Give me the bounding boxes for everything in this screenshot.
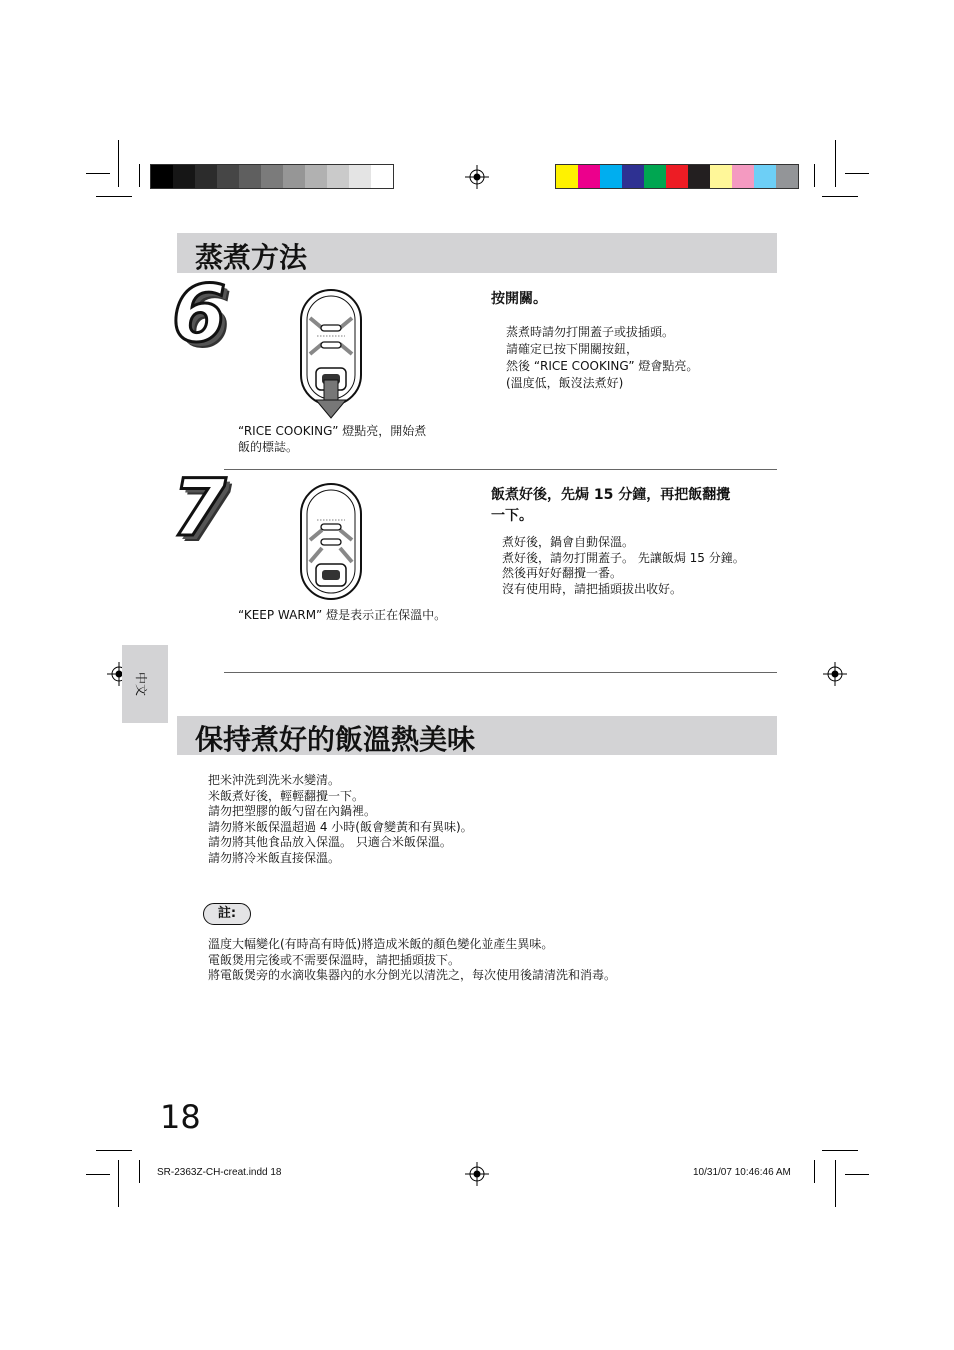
calibration-swatch <box>239 165 261 188</box>
caption-line: 飯的標誌。 <box>238 440 299 454</box>
crop-mark <box>96 1150 132 1151</box>
calibration-swatch <box>600 165 622 188</box>
step6-instructions <box>506 324 698 392</box>
step6-caption <box>238 423 426 455</box>
grayscale-calibration-bar <box>150 164 394 189</box>
page-number: 18 <box>160 1098 201 1136</box>
tip-line: 請勿將米飯保溫超過 4 小時(飯會變黃和有異味)。 <box>208 819 473 834</box>
crop-mark <box>139 1160 140 1183</box>
calibration-swatch <box>305 165 327 188</box>
crop-mark <box>845 1174 869 1175</box>
instruction-line: 沒有使用時，請把插頭拔出收好。 <box>502 581 683 596</box>
crop-mark <box>139 164 140 187</box>
heading-line: 一下。 <box>491 508 533 524</box>
color-calibration-bar <box>555 164 799 189</box>
calibration-swatch <box>371 165 393 188</box>
divider <box>224 469 777 470</box>
section-header-cooking <box>177 233 777 273</box>
tip-line: 請勿將其他食品放入保溫。 只適合米飯保溫。 <box>208 835 452 849</box>
instruction-line: (溫度低，飯沒法煮好) <box>506 376 624 390</box>
note-label: 註: <box>203 903 251 925</box>
tip-line: 請勿將冷米飯直接保溫。 <box>208 850 341 865</box>
crop-mark <box>814 1160 815 1183</box>
calibration-swatch <box>261 165 283 188</box>
instruction-line: 然後再好好翻攪一番。 <box>502 566 623 580</box>
calibration-swatch <box>283 165 305 188</box>
calibration-swatch <box>666 165 688 188</box>
calibration-swatch <box>349 165 371 188</box>
tip-line: 米飯煮好後，輕輕翻攪一下。 <box>208 788 365 803</box>
step7-instructions <box>502 535 745 597</box>
instruction-line: 請確定已按下開關按鈕， <box>506 342 639 356</box>
heading-line: 飯煮好後，先焗 15 分鐘，再把飯翻攪 <box>491 487 731 503</box>
note-line: 將電飯煲旁的水滴收集器內的水分倒光以清洗之，每次使用後請清洗和消毒。 <box>208 968 617 982</box>
crop-mark <box>835 140 836 187</box>
instruction-line: 蒸煮時請勿打開蓋子或拔插頭。 <box>506 325 675 339</box>
calibration-swatch <box>732 165 754 188</box>
step-number: 7 <box>172 464 227 554</box>
step7-heading <box>491 485 730 527</box>
crop-mark <box>86 1174 110 1175</box>
control-panel-illustration <box>296 288 366 420</box>
note-line: 溫度大幅變化(有時高有時低)將造成米飯的顏色變化並產生異味。 <box>208 937 554 951</box>
calibration-swatch <box>710 165 732 188</box>
calibration-swatch <box>556 165 578 188</box>
calibration-swatch <box>151 165 173 188</box>
tip-line: 把米沖洗到洗米水變清。 <box>208 773 341 787</box>
crop-mark <box>835 1160 836 1207</box>
language-tab-label: 中文 <box>134 672 148 697</box>
keep-warm-tips <box>208 773 473 866</box>
section-title: 保持煮好的飯溫熱美味 <box>195 723 476 756</box>
crop-mark <box>845 173 869 174</box>
control-panel-illustration <box>296 482 366 604</box>
registration-mark-icon <box>465 1162 489 1186</box>
crop-mark <box>814 164 815 187</box>
calibration-swatch <box>173 165 195 188</box>
calibration-swatch <box>622 165 644 188</box>
step-number: 6 <box>172 270 227 360</box>
calibration-swatch <box>754 165 776 188</box>
crop-mark <box>822 196 858 197</box>
registration-mark-icon <box>823 662 847 686</box>
note-text <box>208 937 616 984</box>
calibration-swatch <box>217 165 239 188</box>
calibration-swatch <box>688 165 710 188</box>
crop-mark <box>822 1150 858 1151</box>
calibration-swatch <box>776 165 798 188</box>
footer-filename: SR-2363Z-CH-creat.indd 18 <box>157 1167 282 1178</box>
step7-caption: “KEEP WARM” 燈是表示正在保溫中。 <box>238 608 447 622</box>
calibration-swatch <box>578 165 600 188</box>
footer-datetime: 10/31/07 10:46:46 AM <box>693 1167 791 1178</box>
crop-mark <box>86 173 110 174</box>
instruction-line: 煮好後，請勿打開蓋子。 先讓飯焗 15 分鐘。 <box>502 550 745 565</box>
crop-mark <box>118 140 119 187</box>
divider <box>224 672 777 673</box>
registration-mark-icon <box>465 165 489 189</box>
tip-line: 請勿把塑膠的飯勺留在內鍋裡。 <box>208 804 377 818</box>
crop-mark <box>118 1160 119 1207</box>
note-line: 電飯煲用完後或不需要保溫時，請把插頭拔下。 <box>208 952 461 967</box>
section-title: 蒸煮方法 <box>195 241 308 274</box>
calibration-swatch <box>644 165 666 188</box>
step6-heading: 按開關。 <box>491 291 547 307</box>
calibration-swatch <box>195 165 217 188</box>
instruction-line: 煮好後，鍋會自動保溫。 <box>502 535 635 549</box>
crop-mark <box>96 196 132 197</box>
section-header-keep-warm <box>177 716 777 755</box>
caption-line: “RICE COOKING” 燈點亮，開始煮 <box>238 424 427 438</box>
calibration-swatch <box>327 165 349 188</box>
instruction-line: 然後 “RICE COOKING” 燈會點亮。 <box>506 359 699 373</box>
